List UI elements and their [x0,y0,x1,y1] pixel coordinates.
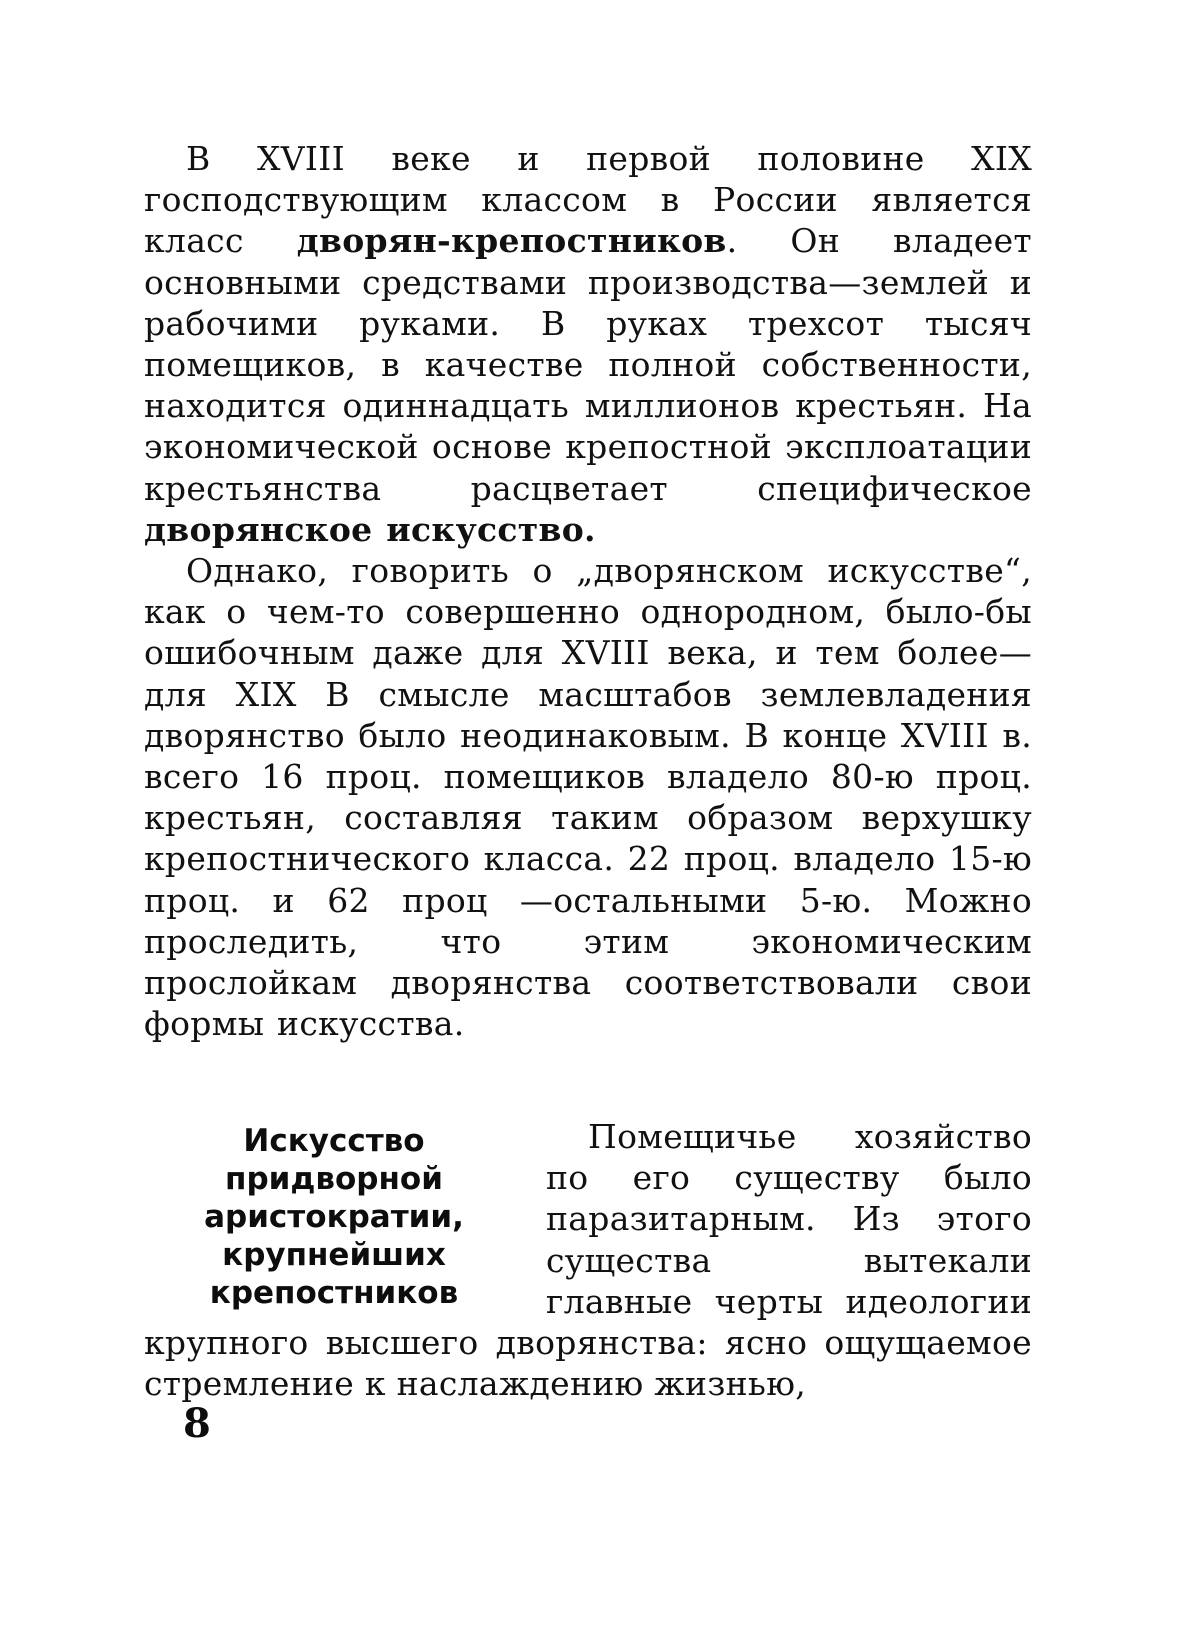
main-text [144,138,1032,1044]
paragraph-1-emphasis-a: дворян-крепостников [296,221,727,261]
side-heading: Искусство придворной аристократии, крупнейших крепостников [204,1123,464,1311]
paragraph-1-text-a: В XVIII веке и первой половине XIX господствующим классом в России является класс [144,139,1032,261]
paragraph-2: Однако, говорить о „дворянском искусстве“, как о чем-то совершенно однородном, было-бы ошибочным даже для XVIII века, и тем более—для XIX В смысле масштабов землевладения дворянство было неодинаковым. В конце XVIII в. всего 16 проц. помещиков владело 80-ю проц. крестьян, составляя таким образом верхушку крепостнического класса. 22 проц. владело 15-ю проц. и 62 проц —остальными 5-ю. Можно проследить, что этим экономическим прослойкам дворянства соответствовали свои формы искусства. [144,551,1032,1044]
section-block [144,1116,1032,1404]
paragraph-1-emphasis-b: дворянское искусство. [144,509,596,549]
paragraph-1 [144,138,1032,550]
page-number: 8 [183,1400,211,1447]
section-paragraph: Помещичье хозяйство по его существу было паразитарным. Из этого существа вытекали главные черты идеологии крупного высшего дворянства: ясно ощущаемое стремление к наслаждению жизнью, [144,1117,1032,1404]
paragraph-1-text-b: . Он владеет основными средствами производства—землей и рабочими руками. В руках трехсот тысяч помещиков, в качестве полной собственности, находится одиннадцать миллионов крестьян. На экономической основе крепостной эксплоатации крестьянства расцветает специфическое [144,221,1032,508]
